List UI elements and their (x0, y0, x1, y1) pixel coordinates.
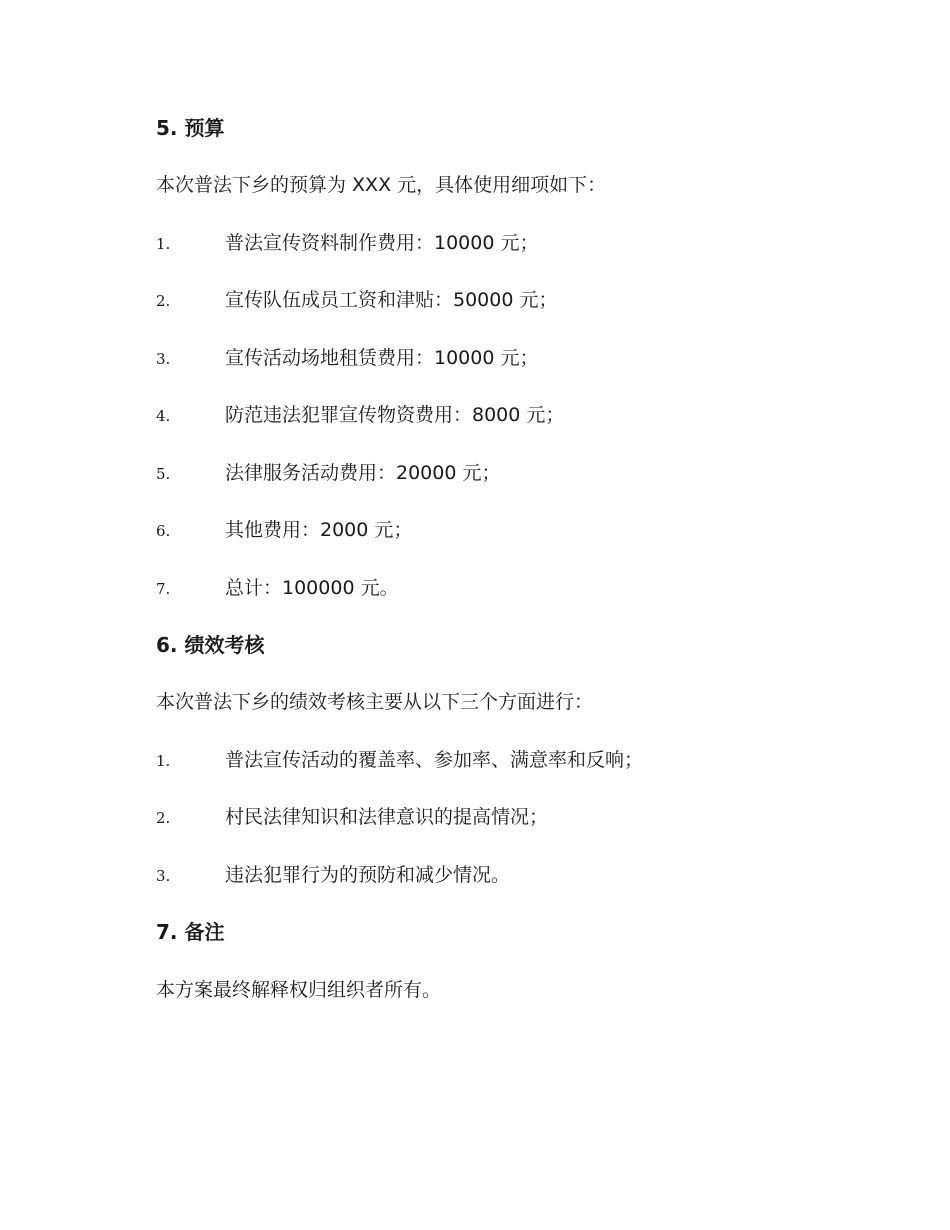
list-number: 4. (156, 407, 171, 425)
list-text: 违法犯罪行为的预防和减少情况。 (225, 864, 511, 886)
list-number: 7. (156, 580, 171, 598)
list-text: 村民法律知识和法律意识的提高情况； (225, 806, 549, 828)
list-number: 3. (156, 867, 171, 885)
list-number: 5. (156, 465, 171, 483)
list-number: 2. (156, 809, 171, 827)
list-number: 1. (156, 235, 171, 253)
list-number: 1. (156, 752, 171, 770)
section-heading-performance: 6. 绩效考核 (156, 633, 265, 657)
list-number: 2. (156, 292, 171, 310)
section-heading-remarks: 7. 备注 (156, 920, 225, 944)
list-text: 其他费用：2000 元； (225, 519, 413, 541)
list-text: 普法宣传资料制作费用：10000 元； (225, 232, 539, 254)
list-text: 宣传活动场地租赁费用：10000 元； (225, 347, 539, 369)
list-text: 总计：100000 元。 (225, 577, 399, 599)
budget-intro-paragraph: 本次普法下乡的预算为 XXX 元，具体使用细项如下： (156, 174, 607, 196)
list-text: 普法宣传活动的覆盖率、参加率、满意率和反响； (225, 749, 644, 771)
performance-intro-paragraph: 本次普法下乡的绩效考核主要从以下三个方面进行： (156, 691, 594, 713)
list-text: 法律服务活动费用：20000 元； (225, 462, 501, 484)
list-number: 3. (156, 350, 171, 368)
remarks-paragraph: 本方案最终解释权归组织者所有。 (156, 979, 442, 1001)
section-heading-budget: 5. 预算 (156, 116, 225, 140)
list-number: 6. (156, 522, 171, 540)
list-text: 防范违法犯罪宣传物资费用：8000 元； (225, 404, 565, 426)
list-text: 宣传队伍成员工资和津贴：50000 元； (225, 289, 558, 311)
